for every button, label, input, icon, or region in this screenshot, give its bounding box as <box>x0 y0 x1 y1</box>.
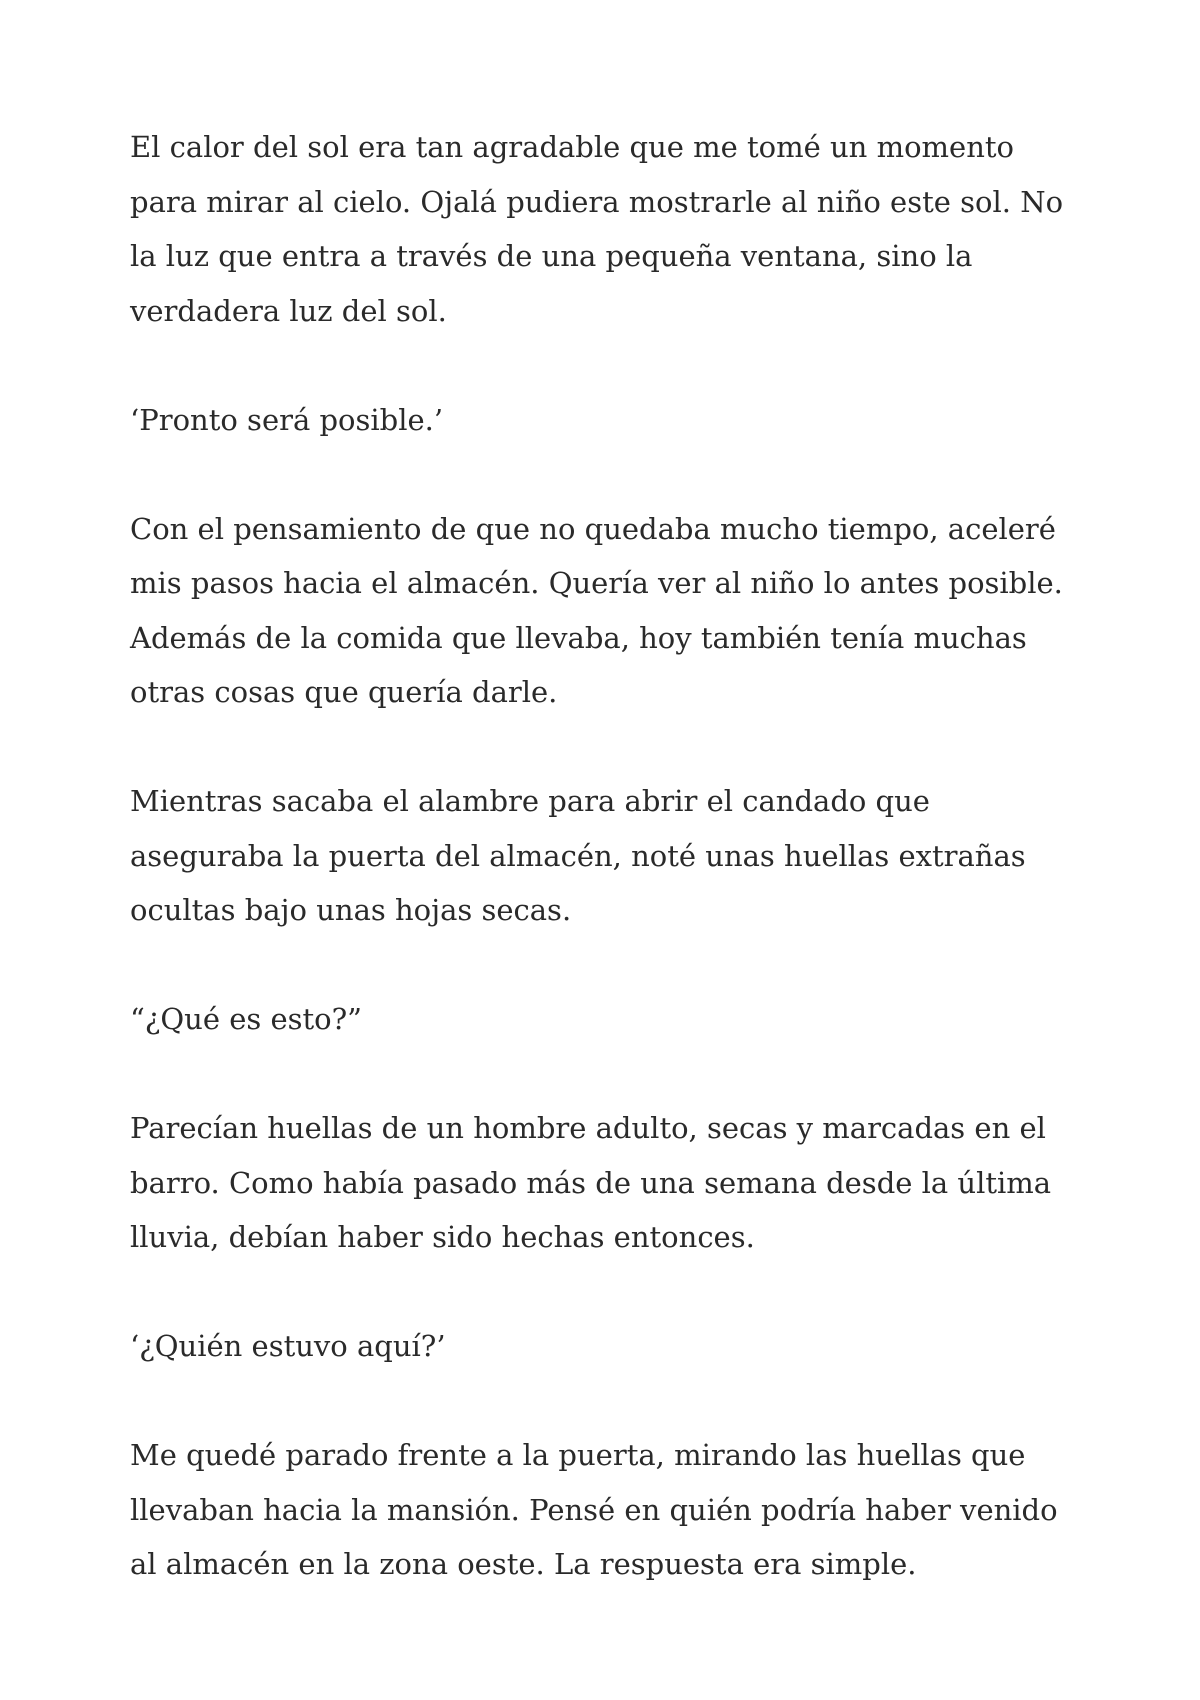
paragraph-thought-soon: ‘Pronto será posible.’ <box>130 402 444 437</box>
paragraph-sunlight: El calor del sol era tan agradable que me tomé un momento para mirar al cielo. Ojalá pudiera mostrarle al niño este sol. No la luz que entra a través de una pequeña ventana, sino la verdadera luz del sol. <box>130 130 1064 328</box>
paragraph-hurry-warehouse: Con el pensamiento de que no quedaba mucho tiempo, aceleré mis pasos hacia el almacén. Quería ver al niño lo antes posible. Además de la comida que llevaba, hoy también tenía muchas otras cosas que quería darle. <box>130 511 1063 709</box>
paragraph-thought-who: ‘¿Quién estuvo aquí?’ <box>130 1329 446 1363</box>
paragraph-standing-door: Me quedé parado frente a la puerta, mirando las huellas que llevaban hacia la mansión. Pensé en quién podría haber venido al almacén en la zona oeste. La respuesta era simple. <box>130 1438 1058 1581</box>
paragraph-footprints: Mientras sacaba el alambre para abrir el candado que aseguraba la puerta del almacén, noté unas huellas extrañas ocultas bajo unas hojas secas. <box>130 784 1026 927</box>
document-page <box>130 120 1090 1646</box>
paragraph-adult-footprints: Parecían huellas de un hombre adulto, secas y marcadas en el barro. Como había pasado más de una semana desde la última lluvia, debían haber sido hechas entonces. <box>130 1111 1052 1254</box>
paragraph-dialogue-what: “¿Qué es esto?” <box>130 1002 362 1036</box>
